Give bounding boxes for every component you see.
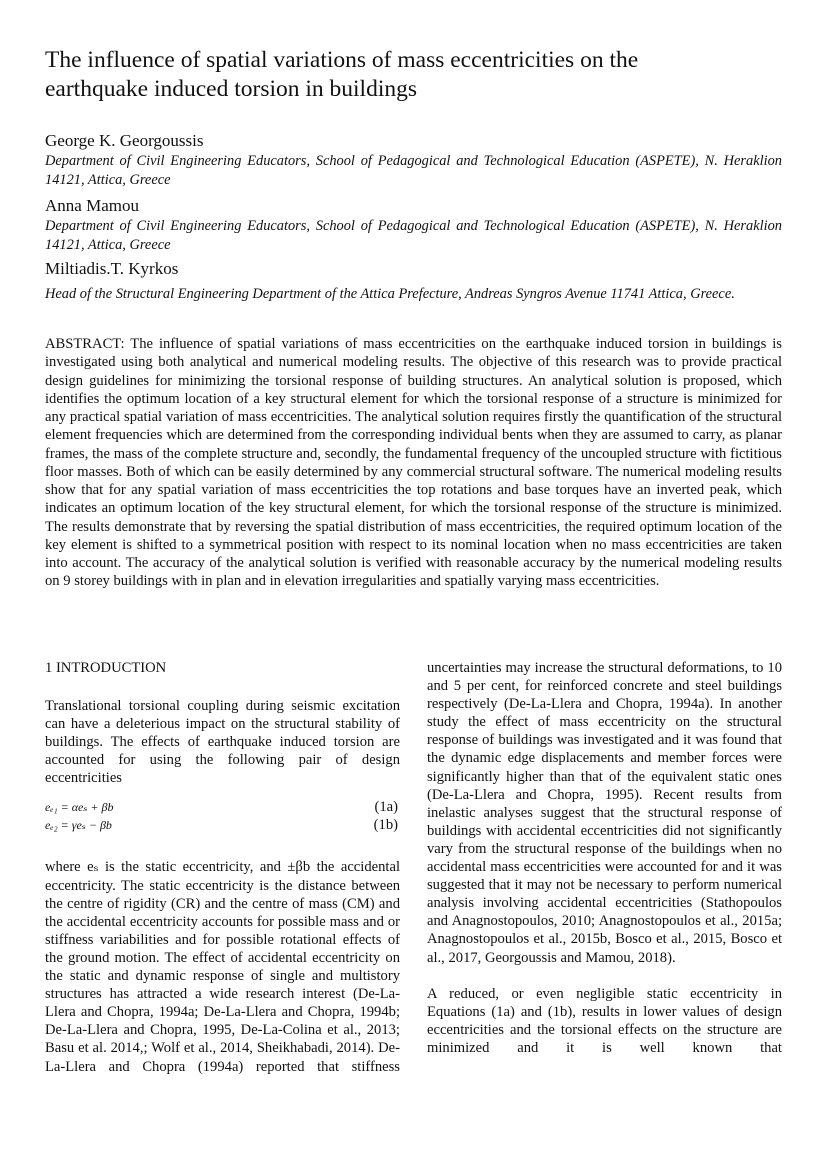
intro-paragraph-1: Translational torsional coupling during seismic excitation can have a deleterious impact on the structural stability of buildings. The effects of earthquake induced torsion are accounted for using the following pair of design eccentricities [45, 698, 400, 787]
equation-1b-number: (1b) [373, 817, 398, 834]
left-column [45, 659, 400, 1076]
author-name-2: Anna Mamou [45, 196, 139, 215]
title-line-1: The influence of spatial variations of mass eccentricities on the [45, 47, 639, 73]
intro-paragraph-2: where eₛ is the static eccentricity, and ±βb the accidental eccentricity. The static eccentricity is the distance between the centre of rigidity (CR) and the centre of mass (CM) and the accidental eccentricity accounts for possible mass and or stiffness variabilities and for possible rotational effects of the ground motion. The effect of accidental eccentricity on the static and dynamic response of single and multistory structures has attracted a wide research interest (De-La-Llera and Chopra, 1994a; De-La-Llera and Chopra, 1994b; De-La-Llera and Chopra, 1995, De-La-Colina et al., 2013; Basu et al. 2014,; Wolf et al., 2014, Sheikhabadi, 2014). De-La-Llera and Chopra (1994a) reported that stiffness [45, 859, 400, 1075]
intro-paragraph-3: uncertainties may increase the structural deformations, to 10 and 5 per cent, for reinforced concrete and steel buildings respectively (De-La-Llera and Chopra, 1994a). In another study the effect of mass eccentricity on the structural response of buildings was investigated and it was found that the dynamic edge displacements and member forces were significantly higher than that of the equivalent static ones (De-La-Llera and Chopra, 1995). Recent results from inelastic analyses suggest that the structural response of buildings with accidental eccentricities did not significantly vary from the structural response of the buildings when no accidental mass eccentricities were accounted for and it was suggested that it may not be necessary to perform numerical analysis involving accidental eccentricities (Stathopoulos and Anagnostopoulos, 2010; Anagnostopoulos et al., 2015a; Anagnostopoulos et al., 2015b, Bosco et al., 2015, Bosco et al., 2017, Georgoussis and Mamou, 2018). [427, 660, 782, 966]
equation-1b [45, 816, 400, 834]
equation-1a [45, 798, 400, 816]
author-affiliation-1: Department of Civil Engineering Educators, School of Pedagogical and Technological Education (ASPETE), N. Heraklion 14121, Attica, Greece [45, 153, 782, 188]
equation-block [45, 798, 400, 842]
author-name-3: Miltiadis.T. Kyrkos [45, 259, 179, 278]
equation-1a-formula: eₑ₁ = αeₛ + βb [45, 800, 114, 815]
title-line-2: earthquake induced torsion in buildings [45, 76, 418, 102]
intro-paragraph-4: A reduced, or even negligible static eccentricity in Equations (1a) and (1b), results in lower values of design eccentricities and the torsional effects on the structure are minimized and it is well known that [427, 985, 782, 1056]
section-heading: 1 INTRODUCTION [45, 660, 167, 676]
abstract: ABSTRACT: The influence of spatial variations of mass eccentricities on the earthquake induced torsion in buildings is investigated using both analytical and numerical modeling results. The objective of this research was to provide practical design guidelines for minimizing the torsional response of building structures. An analytical solution is proposed, which identifies the optimum location of a key structural element for which the torsional response of a structure is minimized for any practical spatial variation of mass eccentricities. The analytical solution requires firstly the quantification of the structural element frequencies which are determined from the corresponding individual bents when they are assumed to carry, as planar frames, the mass of the complete structure and, secondly, the fundamental frequency of the uncoupled structure with fictitious floor masses. Both of which can be easily determined by any commercial structural software. The numerical modeling results show that for any spatial variation of mass eccentricities the top rotations and base torques have an inverted peak, which indicates an optimum location of the key structural element, for which the torsional response of the structure is minimized. The results demonstrate that by reversing the spatial distribution of mass eccentricities, the required optimum location of the key element is shifted to a symmetrical position with respect to its nominal location when no mass eccentricities are taken into account. The accuracy of the analytical solution is verified with reasonable accuracy by the numerical modeling results on 9 storey buildings with in plan and in elevation irregularities and spatially varying mass eccentricities. [45, 336, 782, 590]
equation-1a-number: (1a) [374, 799, 398, 816]
author-affiliation-3: Head of the Structural Engineering Department of the Attica Prefecture, Andreas Syngros Avenue 11741 Attica, Greece. [45, 286, 735, 302]
right-column [427, 659, 782, 1057]
author-name-1: George K. Georgoussis [45, 131, 204, 150]
paper-title [45, 46, 785, 104]
author-affiliation-2: Department of Civil Engineering Educators, School of Pedagogical and Technological Education (ASPETE), N. Heraklion 14121, Attica, Greece [45, 218, 782, 253]
equation-1b-formula: eₑ₂ = γeₛ − βb [45, 818, 112, 833]
